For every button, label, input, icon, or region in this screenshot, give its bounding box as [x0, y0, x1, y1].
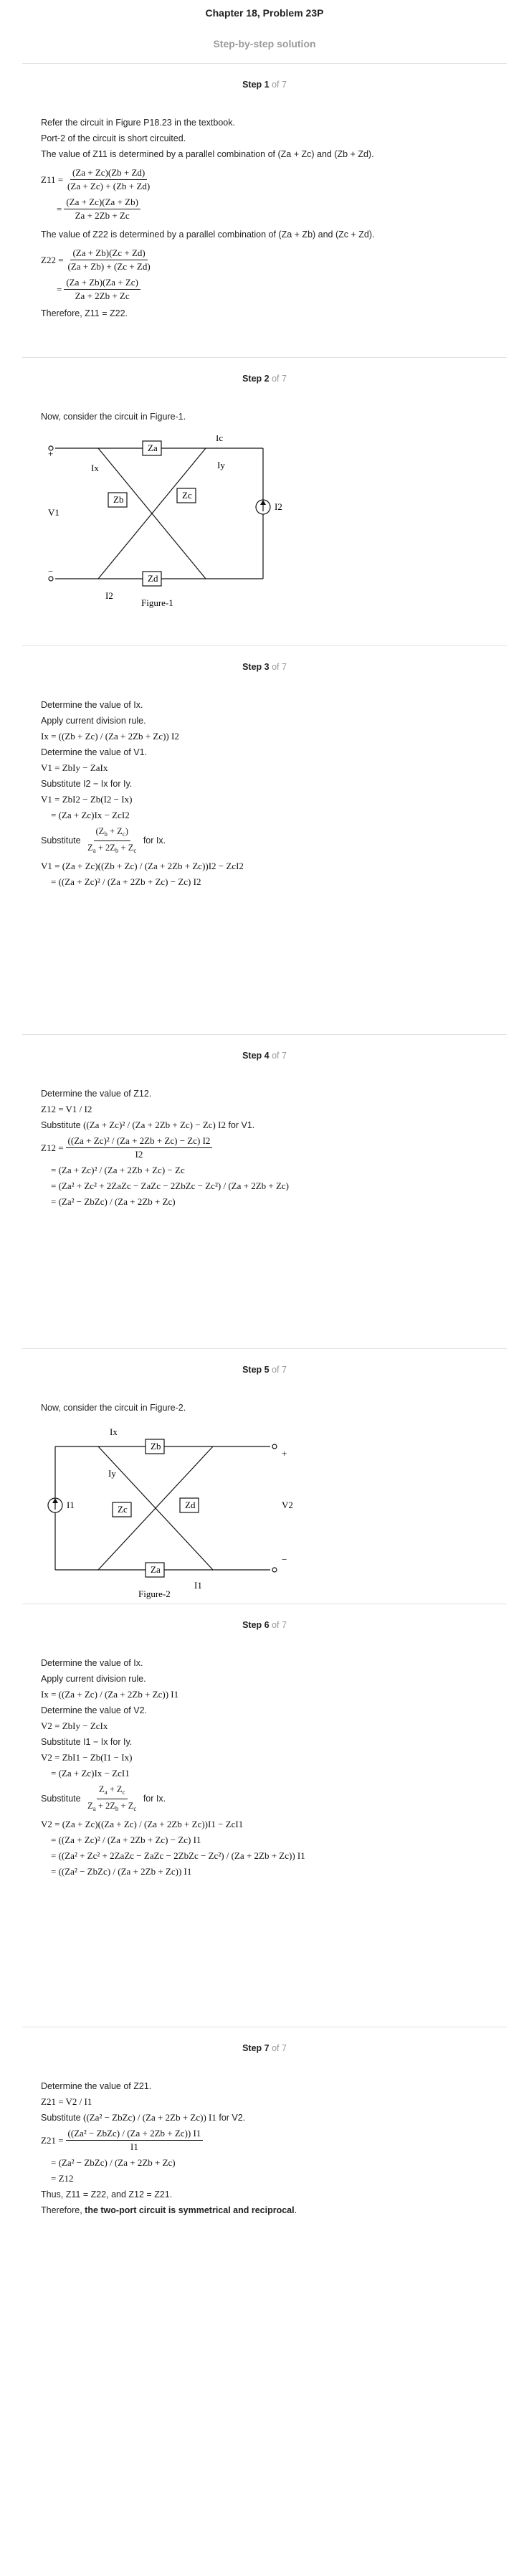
figure-caption: Figure-1: [141, 597, 173, 608]
step-label: Step 2: [242, 374, 270, 384]
step-text: Determine the value of Z21.: [41, 2081, 152, 2091]
equation: [41, 167, 488, 192]
step-text: Determine the value of V1.: [41, 747, 147, 757]
fraction: [65, 167, 152, 192]
step-count: of 7: [272, 374, 287, 384]
step-text-part: Substitute: [41, 1120, 81, 1130]
solution-subtitle: Step-by-step solution: [213, 38, 316, 49]
equation: = (Za + Zc)² / (Za + 2Zb + Zc) − Zc: [51, 1165, 185, 1175]
step-text: [41, 1119, 488, 1131]
step-1: [22, 63, 507, 357]
step-text: Determine the value of Ix.: [41, 700, 143, 710]
equation: V1 = (Za + Zc)((Zb + Zc) / (Za + 2Zb + Zc))I2 − ZcI2: [41, 861, 244, 871]
numerator: (Za + Zc)(Za + Zb): [64, 196, 140, 209]
step-header: [41, 1620, 488, 1632]
step-label: Step 7: [242, 2043, 270, 2053]
circuit-label: Zd: [148, 573, 158, 584]
circuit-label: V2: [282, 1500, 293, 1510]
numerator: ((Za² − ZbZc) / (Za + 2Zb + Zc)) I1: [66, 2128, 204, 2141]
circuit-label: −: [48, 566, 54, 577]
circuit-label: Iy: [108, 1468, 116, 1479]
step-text: Now, consider the circuit in Figure-2.: [41, 1403, 186, 1413]
equation: Ix = ((Za + Zc) / (Za + 2Zb + Zc)) I1: [41, 1689, 179, 1700]
circuit-label: I2: [105, 590, 113, 601]
step-5: [22, 1348, 507, 1604]
circuit-label: −: [282, 1554, 287, 1565]
equation: V1 = ZbIy − ZaIx: [41, 762, 108, 773]
equation: Z21 = V2 / I1: [41, 2096, 92, 2107]
circuit-label: Iy: [217, 460, 225, 470]
equation: = ((Za + Zc)² / (Za + 2Zb + Zc) − Zc) I2: [51, 876, 201, 887]
circuit-label: Ix: [91, 463, 99, 473]
step-2: [22, 357, 507, 645]
equation: [41, 196, 488, 222]
circuit-label: V1: [48, 507, 59, 518]
step-label: Step 6: [242, 1620, 270, 1630]
circuit-label: I1: [67, 1500, 75, 1510]
equation: = (Za + Zc)Ix − ZcI1: [51, 1768, 130, 1779]
step-label: Step 1: [242, 80, 270, 90]
step-header: [41, 1365, 488, 1376]
step-7: [22, 2027, 507, 2331]
equation: V2 = (Za + Zc)((Za + Zc) / (Za + 2Zb + Zc))I1 − ZcI1: [41, 1819, 244, 1829]
figure-caption: Figure-2: [138, 1588, 171, 1599]
eq-lhs: Z12 =: [41, 1142, 64, 1153]
inline-equation: ((Za² − ZbZc) / (Za + 2Zb + Zc)) I1: [83, 2112, 216, 2123]
fraction: [64, 277, 140, 302]
denominator: I1: [130, 2141, 138, 2152]
fraction: [85, 1784, 138, 1814]
eq-lhs: Z21 =: [41, 2134, 64, 2146]
step-label: Step 3: [242, 662, 270, 672]
solution-container: [22, 63, 507, 2331]
step-text-part: Substitute: [41, 1793, 81, 1804]
equation: Ix = ((Zb + Zc) / (Za + 2Zb + Zc)) I2: [41, 731, 179, 742]
step-text-part: for V2.: [219, 2113, 246, 2123]
numerator: (Za + Zb)(Zc + Zd): [70, 247, 147, 260]
circuit-label: +: [48, 448, 54, 459]
step-header: [41, 662, 488, 673]
step-text-part: for V1.: [228, 1120, 255, 1130]
terminal: [49, 577, 53, 581]
fraction: [85, 825, 138, 856]
circuit-figure-1: [41, 435, 328, 615]
circuit-label: Ix: [110, 1426, 118, 1437]
equation: [41, 277, 488, 302]
equation: = (Za² + Zc² + 2ZaZc − ZaZc − 2ZbZc − Zc²) / (Za + 2Zb + Zc): [51, 1180, 290, 1191]
step-3: [22, 645, 507, 1034]
step-6: [22, 1604, 507, 2027]
equation: V1 = ZbI2 − Zb(I2 − Ix): [41, 794, 133, 805]
step-text: [41, 2112, 488, 2123]
denominator: (Za + Zc) + (Zb + Zd): [67, 181, 151, 191]
step-text: Substitute I1 − Ix for Iy.: [41, 1737, 133, 1747]
step-count: of 7: [272, 662, 287, 672]
equation: = ((Za² + Zc² + 2ZaZc − ZaZc − 2ZbZc − Zc²) / (Za + 2Zb + Zc)) I1: [51, 1850, 305, 1861]
step-text: Now, consider the circuit in Figure-1.: [41, 412, 186, 422]
step-header: [41, 2043, 488, 2055]
eq-lhs: Z22 =: [41, 254, 64, 265]
equation: = ((Za + Zc)² / (Za + 2Zb + Zc) − Zc) I1: [51, 1834, 201, 1845]
step-label: Step 4: [242, 1051, 270, 1061]
circuit-label: I1: [194, 1580, 202, 1591]
equation: [41, 1135, 488, 1160]
numerator: $(Z_b + Z_c)$: [94, 825, 130, 841]
step-4: [22, 1034, 507, 1348]
terminal: [272, 1568, 277, 1572]
step-text-part: for Ix.: [143, 835, 166, 846]
equation: = (Za + Zc)Ix − ZcI2: [51, 810, 130, 820]
equation: [41, 247, 488, 273]
circuit-label: Zb: [113, 494, 124, 505]
equation: = (Za² − ZbZc) / (Za + 2Zb + Zc): [51, 2157, 176, 2168]
step-text: Determine the value of Z12.: [41, 1089, 152, 1099]
step-text: Port-2 of the circuit is short circuited.: [41, 133, 186, 143]
step-text: Determine the value of V2.: [41, 1705, 147, 1715]
step-text-part: Substitute: [41, 2113, 81, 2123]
step-text: [41, 825, 488, 856]
step-text-part: Substitute: [41, 835, 81, 846]
eq-lhs: Z11 =: [41, 174, 64, 185]
circuit-label: Zd: [185, 1500, 196, 1510]
step-text: [41, 1784, 488, 1814]
step-text: Therefore, Z11 = Z22.: [41, 308, 128, 318]
inline-equation: ((Za + Zc)² / (Za + 2Zb + Zc) − Zc) I2: [83, 1119, 226, 1130]
equation: V2 = ZbI1 − Zb(I1 − Ix): [41, 1752, 133, 1763]
step-count: of 7: [272, 1051, 287, 1061]
step-label: Step 5: [242, 1365, 270, 1375]
numerator: ((Za + Zc)² / (Za + 2Zb + Zc) − Zc) I2: [66, 1135, 213, 1148]
circuit-label: Za: [148, 442, 158, 453]
numerator: (Za + Zc)(Zb + Zd): [70, 167, 147, 180]
equation: = (Za² − ZbZc) / (Za + 2Zb + Zc): [51, 1196, 176, 1207]
chapter-title: Chapter 18, Problem 23P: [205, 7, 324, 19]
equation: V2 = ZbIy − ZcIx: [41, 1720, 108, 1731]
step-count: of 7: [272, 2043, 287, 2053]
eq-sign: =: [57, 283, 62, 295]
denominator: $Z_a + 2Z_b + Z_c$: [87, 1801, 137, 1812]
step-text: Substitute I2 − Ix for Iy.: [41, 779, 133, 789]
fraction: [64, 196, 140, 222]
conclusion: the two-port circuit is symmetrical and reciprocal: [85, 2205, 295, 2215]
step-count: of 7: [272, 1365, 287, 1375]
denominator: Za + 2Zb + Zc: [75, 290, 130, 301]
numerator: (Za + Zb)(Za + Zc): [64, 277, 140, 290]
fraction: [66, 1135, 213, 1160]
numerator: $Z_a + Z_c$: [97, 1784, 128, 1799]
step-text: Thus, Z11 = Z22, and Z12 = Z21.: [41, 2189, 173, 2199]
denominator: (Za + Zb) + (Zc + Zd): [67, 261, 151, 272]
step-text: Apply current division rule.: [41, 1674, 146, 1684]
step-text: The value of Z22 is determined by a parallel combination of (Za + Zb) and (Zc + Zd).: [41, 229, 375, 240]
eq-sign: =: [57, 203, 62, 214]
equation: = Z12: [51, 2173, 74, 2184]
equation: Z12 = V1 / I2: [41, 1104, 92, 1114]
denominator: Za + 2Zb + Zc: [75, 210, 130, 221]
circuit-label: Ic: [216, 435, 224, 443]
step-text-part: Therefore,: [41, 2205, 82, 2215]
circuit-label: +: [282, 1448, 287, 1459]
step-text: Therefore, the two-port circuit is symmetrical and reciprocal.: [41, 2205, 297, 2215]
equation: = ((Za² − ZbZc) / (Za + 2Zb + Zc)) I1: [51, 1866, 192, 1877]
circuit-figure-2: [41, 1426, 328, 1606]
step-count: of 7: [272, 1620, 287, 1630]
step-text: Apply current division rule.: [41, 716, 146, 726]
step-count: of 7: [272, 80, 287, 90]
fraction: [66, 247, 153, 273]
step-text: Determine the value of Ix.: [41, 1658, 143, 1668]
circuit-label: I2: [275, 501, 282, 512]
circuit-label: Zc: [182, 490, 192, 501]
circuit-label: Zb: [151, 1441, 161, 1452]
step-header: [41, 374, 488, 385]
step-text: Refer the circuit in Figure P18.23 in the textbook.: [41, 118, 235, 128]
step-header: [41, 1051, 488, 1062]
denominator: $Z_a + 2Z_b + Z_c$: [87, 843, 137, 854]
denominator: I2: [135, 1149, 143, 1160]
fraction: [66, 2128, 204, 2153]
equation: [41, 2128, 488, 2153]
step-text: The value of Z11 is determined by a parallel combination of (Za + Zc) and (Zb + Zd).: [41, 149, 374, 159]
terminal: [272, 1444, 277, 1449]
circuit-label: Za: [151, 1564, 161, 1575]
circuit-label: Zc: [118, 1504, 128, 1515]
step-text-part: for Ix.: [143, 1793, 166, 1804]
step-header: [41, 80, 488, 91]
